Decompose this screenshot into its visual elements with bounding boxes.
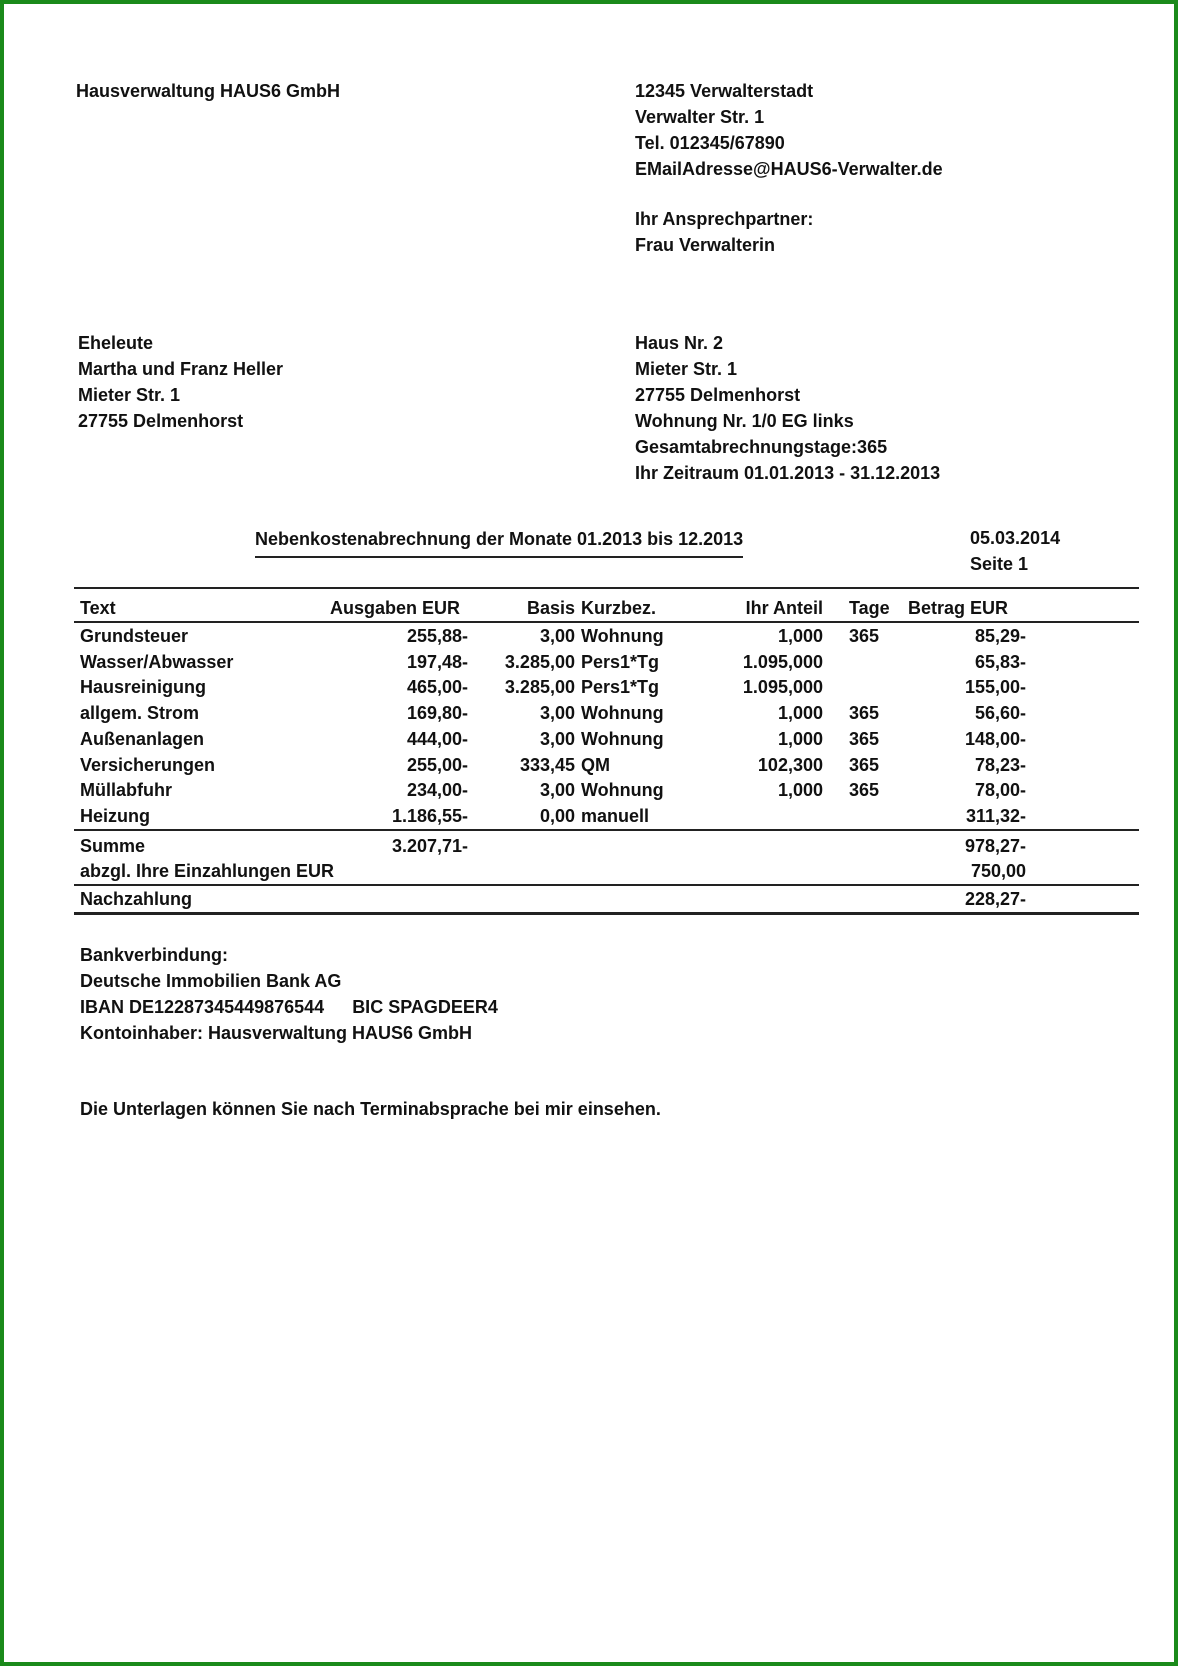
nachzahlung-betrag: 228,27- [964,889,1026,909]
cell-betrag: 85,29- [974,626,1026,646]
cell-ausgaben: 169,80- [406,703,468,723]
property-days: Gesamtabrechnungstage:365 [635,437,888,457]
property-unit: Wohnung Nr. 1/0 EG links [635,411,854,431]
cell-tage: 365 [849,755,880,775]
summe-betrag: 978,27- [964,836,1026,856]
col-header-betrag: Betrag EUR [908,598,1009,618]
cell-tage: 365 [849,729,880,749]
cell-betrag: 78,00- [974,780,1026,800]
cell-kurzbez: Pers1*Tg [581,652,660,672]
statement-title: Nebenkostenabrechnung der Monate 01.2013 bis 12.2013 [255,529,743,558]
bank-iban-bic-line [80,994,498,1020]
contact-block [635,206,813,258]
cell-anteil: 1.095,000 [742,677,823,697]
table-top-rule [74,587,1139,589]
contact-label: Ihr Ansprechpartner: [635,209,814,229]
cell-kurzbez: Wohnung [581,626,664,646]
col-header-ausgaben: Ausgaben EUR [329,598,460,618]
contact-name: Frau Verwalterin [635,235,776,255]
cell-kurzbez: Wohnung [581,780,664,800]
cell-ausgaben: 255,00- [406,755,468,775]
table-header-rule [74,621,1139,623]
cell-ausgaben: 197,48- [406,652,468,672]
property-house: Haus Nr. 2 [635,333,724,353]
cell-betrag: 56,60- [974,703,1026,723]
cell-betrag: 155,00- [964,677,1026,697]
statement-page: Seite 1 [970,554,1029,574]
sender-email: EMailAdresse@HAUS6-Verwalter.de [635,159,943,179]
bank-bic: BIC SPAGDEER4 [352,997,498,1017]
property-city: 27755 Delmenhorst [635,385,801,405]
bank-label: Bankverbindung: [80,945,229,965]
cell-basis: 3,00 [539,703,575,723]
nachzahlung-rule [74,884,1139,886]
cell-text: Grundsteuer [80,626,189,646]
recipient-line: 27755 Delmenhorst [78,411,244,431]
cell-tage: 365 [849,780,880,800]
recipient-line: Martha und Franz Heller [78,359,284,379]
col-header-text: Text [80,598,116,618]
col-header-anteil: Ihr Anteil [745,598,823,618]
cell-text: Heizung [80,806,150,826]
recipient-line: Eheleute [78,333,154,353]
cell-basis: 0,00 [539,806,575,826]
sender-address-block [635,78,943,182]
cell-ausgaben: 444,00- [406,729,468,749]
nachzahlung-label: Nachzahlung [80,889,193,909]
cell-kurzbez: Wohnung [581,703,664,723]
statement-date: 05.03.2014 [970,528,1061,548]
summe-ausgaben: 3.207,71- [391,836,468,856]
cell-anteil: 1,000 [777,626,823,646]
cell-text: Versicherungen [80,755,216,775]
recipient-line: Mieter Str. 1 [78,385,181,405]
bank-iban: IBAN DE12287345449876544 [80,997,325,1017]
cell-betrag: 148,00- [964,729,1026,749]
cell-betrag: 65,83- [974,652,1026,672]
recipient-address [78,330,283,434]
cell-basis: 333,45 [519,755,575,775]
summe-rule [74,829,1139,831]
sender-phone: Tel. 012345/67890 [635,133,785,153]
footer-note: Die Unterlagen können Sie nach Terminabsprache bei mir einsehen. [80,1099,661,1119]
cell-basis: 3.285,00 [504,677,575,697]
einzahlungen-betrag: 750,00 [970,861,1026,881]
cell-text: Hausreinigung [80,677,207,697]
bank-name: Deutsche Immobilien Bank AG [80,971,342,991]
property-info [635,330,940,486]
table-bottom-rule [74,912,1139,915]
cell-basis: 3.285,00 [504,652,575,672]
bank-details [80,942,498,1046]
cell-anteil: 1,000 [777,780,823,800]
cell-ausgaben: 255,88- [406,626,468,646]
cell-betrag: 78,23- [974,755,1026,775]
cell-anteil: 1,000 [777,703,823,723]
property-period: Ihr Zeitraum 01.01.2013 - 31.12.2013 [635,463,941,483]
cell-betrag: 311,32- [965,806,1026,826]
col-header-tage: Tage [849,598,890,618]
property-street: Mieter Str. 1 [635,359,738,379]
sender-company: Hausverwaltung HAUS6 GmbH [76,81,341,101]
cell-anteil: 1.095,000 [742,652,823,672]
col-header-basis: Basis [526,598,575,618]
sender-street: Verwalter Str. 1 [635,107,765,127]
cell-text: Außenanlagen [80,729,205,749]
cell-tage: 365 [849,703,880,723]
cell-text: Müllabfuhr [80,780,172,800]
cell-basis: 3,00 [539,729,575,749]
cell-text: Wasser/Abwasser [80,652,234,672]
cell-tage: 365 [849,626,880,646]
cell-kurzbez: manuell [581,806,650,826]
cell-text: allgem. Strom [80,703,200,723]
cell-ausgaben: 465,00- [406,677,468,697]
einzahlungen-label: abzgl. Ihre Einzahlungen EUR [80,861,335,881]
cell-basis: 3,00 [539,626,575,646]
sender-city: 12345 Verwalterstadt [635,81,814,101]
col-header-kurzbez: Kurzbez. [581,598,657,618]
cell-kurzbez: Pers1*Tg [581,677,660,697]
cell-kurzbez: Wohnung [581,729,664,749]
cell-anteil: 1,000 [777,729,823,749]
cell-anteil: 102,300 [757,755,823,775]
bank-holder: Kontoinhaber: Hausverwaltung HAUS6 GmbH [80,1023,473,1043]
cell-ausgaben: 1.186,55- [391,806,468,826]
cell-basis: 3,00 [539,780,575,800]
cell-kurzbez: QM [581,755,610,775]
summe-label: Summe [80,836,146,856]
cell-ausgaben: 234,00- [406,780,468,800]
